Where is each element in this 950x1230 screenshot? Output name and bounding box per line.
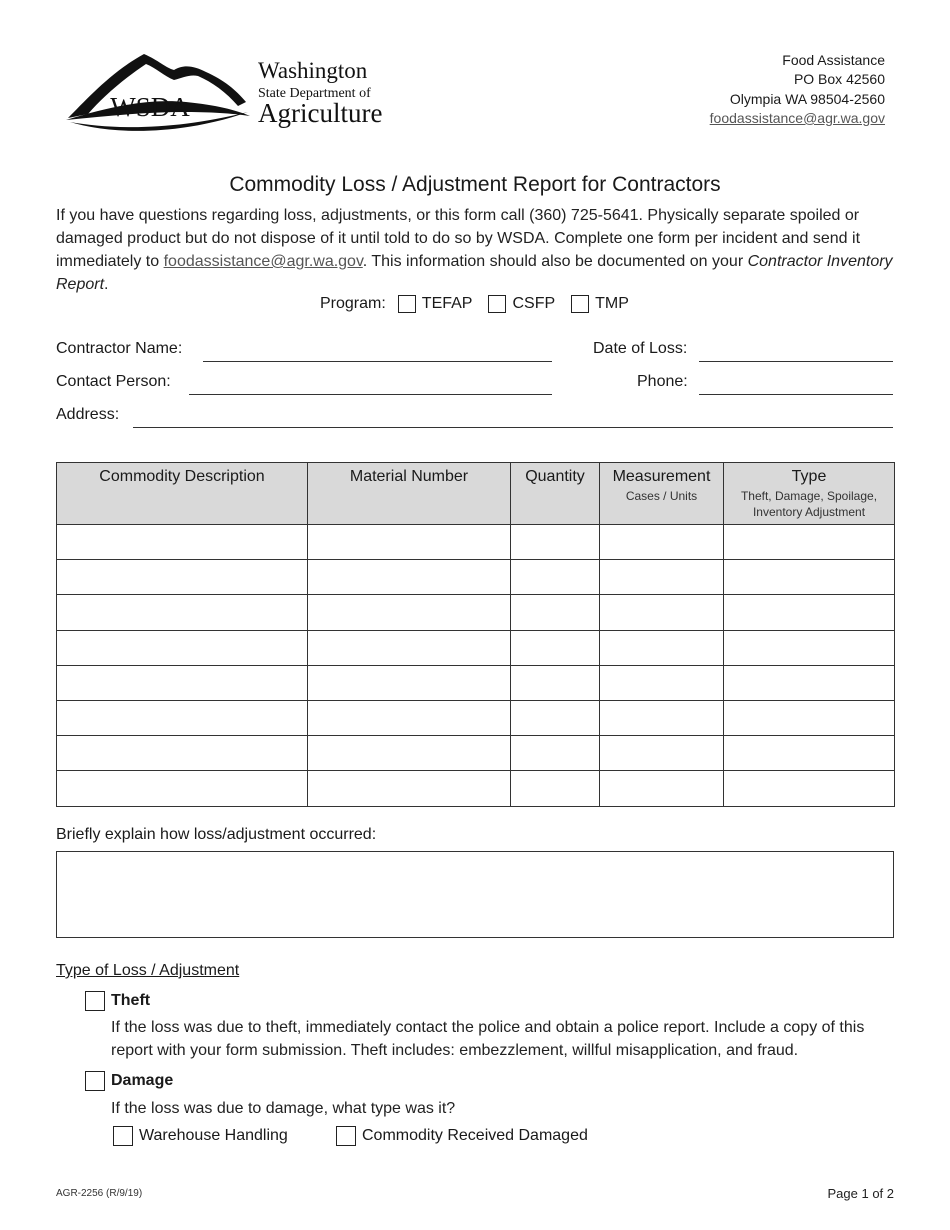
type-cell[interactable] xyxy=(724,560,895,595)
material-number-cell[interactable] xyxy=(308,700,511,735)
quantity-cell[interactable] xyxy=(511,595,600,630)
inventory-report-ref: Contractor Inventory Report xyxy=(56,253,893,293)
program-tmp-checkbox[interactable] xyxy=(571,295,589,313)
program-tmp-label: TMP xyxy=(595,295,629,312)
form-number: AGR-2256 (R/9/19) xyxy=(56,1188,143,1199)
header-commodity-description: Commodity Description xyxy=(57,463,308,525)
commodity-table xyxy=(56,462,895,807)
commodity-description-cell[interactable] xyxy=(57,560,308,595)
quantity-cell[interactable] xyxy=(511,560,600,595)
table-row xyxy=(57,525,895,560)
org-name-line1: Washington xyxy=(258,58,368,83)
table-header-row xyxy=(57,463,895,525)
damage-checkbox[interactable] xyxy=(85,1071,105,1091)
measurement-cell[interactable] xyxy=(600,560,724,595)
material-number-cell[interactable] xyxy=(308,771,511,806)
commodity-description-cell[interactable] xyxy=(57,630,308,665)
damage-question: If the loss was due to damage, what type was it? xyxy=(111,1100,456,1117)
address-label: Address: xyxy=(56,406,120,423)
type-cell[interactable] xyxy=(724,771,895,806)
type-cell[interactable] xyxy=(724,700,895,735)
warehouse-handling-label: Warehouse Handling xyxy=(139,1127,288,1144)
wsda-logo xyxy=(66,50,386,134)
type-cell[interactable] xyxy=(724,736,895,771)
explain-label: Briefly explain how loss/adjustment occurred: xyxy=(56,826,377,843)
type-cell[interactable] xyxy=(724,630,895,665)
intro-paragraph: If you have questions regarding loss, adjustments, or this form call (360) 725-5641. Physically separate spoiled or damaged product but do not dispose of it until told to do so by WSDA. Complete one form per incident and send it immediately to foodassistance@agr.wa.gov. This information should also be documented on your Contractor Inventory Report. xyxy=(56,207,893,293)
phone-label: Phone: xyxy=(637,373,688,390)
phone-field[interactable] xyxy=(699,394,893,395)
contractor-name-field[interactable] xyxy=(203,361,552,362)
type-cell[interactable] xyxy=(724,665,895,700)
quantity-cell[interactable] xyxy=(511,771,600,806)
damage-label: Damage xyxy=(111,1072,174,1089)
commodity-description-cell[interactable] xyxy=(57,595,308,630)
table-row xyxy=(57,665,895,700)
type-cell[interactable] xyxy=(724,525,895,560)
type-of-loss-heading: Type of Loss / Adjustment xyxy=(56,962,240,979)
program-tefap-label: TEFAP xyxy=(421,295,473,312)
form-title: Commodity Loss / Adjustment Report for Contractors xyxy=(229,173,721,196)
program-selector xyxy=(320,295,633,313)
date-of-loss-label: Date of Loss: xyxy=(593,340,688,357)
table-row xyxy=(57,560,895,595)
address-email-link[interactable]: foodassistance@agr.wa.gov xyxy=(709,109,885,126)
material-number-cell[interactable] xyxy=(308,665,511,700)
theft-checkbox[interactable] xyxy=(85,991,105,1011)
damage-option xyxy=(85,1071,173,1091)
program-tefap-checkbox[interactable] xyxy=(398,295,416,313)
table-row xyxy=(57,630,895,665)
material-number-cell[interactable] xyxy=(308,736,511,771)
header-measurement: Measurement Cases / Units xyxy=(600,463,724,525)
header-type-sub: Theft, Damage, Spoilage, Inventory Adjustment xyxy=(740,489,878,519)
table-row xyxy=(57,736,895,771)
theft-description: If the loss was due to theft, immediately contact the police and obtain a police report. Include a copy of this report with your form submission. Theft includes: embezzlement, willful misapplication, and fraud. xyxy=(111,1019,865,1059)
measurement-cell[interactable] xyxy=(600,595,724,630)
table-row xyxy=(57,700,895,735)
theft-label: Theft xyxy=(111,992,151,1009)
quantity-cell[interactable] xyxy=(511,630,600,665)
header-quantity: Quantity xyxy=(511,463,600,525)
contact-person-label: Contact Person: xyxy=(56,373,171,390)
program-label: Program: xyxy=(320,295,386,312)
measurement-cell[interactable] xyxy=(600,700,724,735)
measurement-cell[interactable] xyxy=(600,630,724,665)
contact-person-field[interactable] xyxy=(189,394,552,395)
org-name-line2: State Department of xyxy=(258,86,371,101)
svg-text:WSDA: WSDA xyxy=(110,92,190,122)
quantity-cell[interactable] xyxy=(511,525,600,560)
quantity-cell[interactable] xyxy=(511,700,600,735)
received-damaged-label: Commodity Received Damaged xyxy=(362,1127,588,1144)
commodity-description-cell[interactable] xyxy=(57,736,308,771)
address-field[interactable] xyxy=(133,427,893,428)
received-damaged-option xyxy=(336,1126,588,1146)
header-material-number: Material Number xyxy=(308,463,511,525)
measurement-cell[interactable] xyxy=(600,736,724,771)
address-line1: Food Assistance xyxy=(782,52,885,68)
measurement-cell[interactable] xyxy=(600,771,724,806)
table-row xyxy=(57,771,895,806)
measurement-cell[interactable] xyxy=(600,665,724,700)
address-line2: PO Box 42560 xyxy=(793,71,885,88)
mailing-address xyxy=(710,51,885,128)
explain-textarea[interactable] xyxy=(56,851,894,938)
wsda-mountain-icon xyxy=(66,50,256,134)
program-csfp-checkbox[interactable] xyxy=(488,295,506,313)
commodity-description-cell[interactable] xyxy=(57,525,308,560)
header-type: Type Theft, Damage, Spoilage, Inventory Adjustment xyxy=(724,463,895,525)
warehouse-handling-option xyxy=(113,1126,288,1146)
material-number-cell[interactable] xyxy=(308,560,511,595)
org-name-line3: Agriculture xyxy=(258,98,383,128)
material-number-cell[interactable] xyxy=(308,525,511,560)
page-number: Page 1 of 2 xyxy=(827,1186,894,1201)
contractor-name-label: Contractor Name: xyxy=(56,340,183,357)
received-damaged-checkbox[interactable] xyxy=(336,1126,356,1146)
quantity-cell[interactable] xyxy=(511,665,600,700)
header-measurement-sub: Cases / Units xyxy=(625,489,698,503)
commodity-description-cell[interactable] xyxy=(57,771,308,806)
warehouse-handling-checkbox[interactable] xyxy=(113,1126,133,1146)
material-number-cell[interactable] xyxy=(308,630,511,665)
material-number-cell[interactable] xyxy=(308,595,511,630)
quantity-cell[interactable] xyxy=(511,736,600,771)
theft-option xyxy=(85,991,150,1011)
date-of-loss-field[interactable] xyxy=(699,361,893,362)
commodity-description-cell[interactable] xyxy=(57,700,308,735)
table-row xyxy=(57,595,895,630)
measurement-cell[interactable] xyxy=(600,525,724,560)
commodity-description-cell[interactable] xyxy=(57,665,308,700)
program-csfp-label: CSFP xyxy=(512,295,556,312)
address-line3: Olympia WA 98504-2560 xyxy=(729,90,885,107)
type-cell[interactable] xyxy=(724,595,895,630)
intro-email-link[interactable]: foodassistance@agr.wa.gov xyxy=(163,253,363,270)
